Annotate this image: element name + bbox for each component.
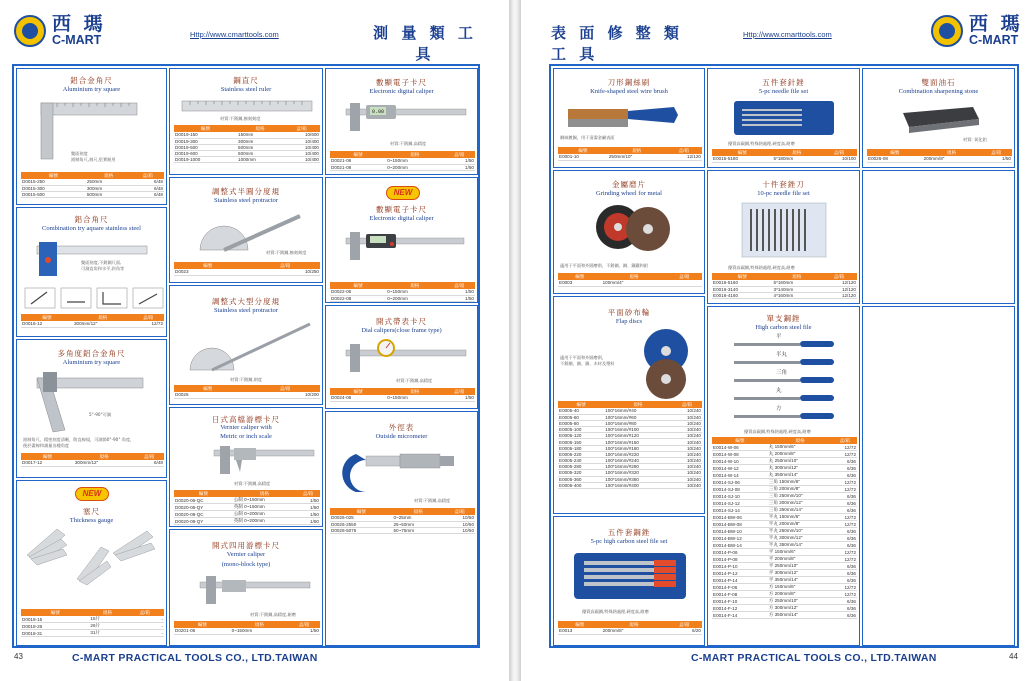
product-card-wire-brush bbox=[553, 68, 705, 168]
product-name-zh: 日式高檔游標卡尺 bbox=[212, 415, 280, 424]
product-name-zh: 鋁合角尺 bbox=[74, 215, 109, 224]
product-name-en: 5-pc needle file set bbox=[758, 88, 809, 95]
grinding-wheel-illustration bbox=[554, 201, 705, 257]
product-name-en: Stainless steel protractor bbox=[214, 307, 278, 314]
product-name-en-line2: (mono-block type) bbox=[221, 561, 271, 568]
table-row: E0014-W-06 丸 150mm/6" 12/72 bbox=[713, 444, 856, 450]
table-row: E0014-BW-12 半丸 300mm/12" 6/36 bbox=[713, 535, 856, 541]
table-row: E0005-80 100*16mm/#80 10/240 bbox=[559, 420, 701, 426]
product-card-10pc-needle-file bbox=[707, 170, 860, 304]
ruler-illustration bbox=[170, 99, 323, 113]
file-shape-label: 半丸 bbox=[776, 352, 788, 358]
table-row: D0026-5075 50~75mm 10/50 bbox=[331, 527, 474, 533]
product-name-zh: 刀形鋼絲刷 bbox=[607, 78, 651, 87]
digital-caliper-illustration bbox=[326, 101, 478, 135]
file-illustration bbox=[734, 379, 800, 382]
product-card-grinding-wheel bbox=[553, 170, 705, 294]
table-row: E0005-150 100*16mm/#150 10/240 bbox=[559, 439, 701, 445]
spec-table: 編號 規格 盒/箱 E0015-5180 5*180mm 10/100 bbox=[713, 149, 856, 162]
spec-table: 編號 規格 盒/箱 D0201-06 0~150mm 1/50 bbox=[175, 621, 319, 634]
spec-table: 編號 規格 盒/箱 E0016-5160 5*160mm 12/120 E0016-3140 3*140mm 12/120 E0016-4160 4*160mm 12/120 bbox=[713, 273, 856, 298]
table-row: E0014-F-14 方 350mm/14" 6/36 bbox=[713, 612, 856, 618]
table-row: E0005-40 100*16mm/#40 10/240 bbox=[559, 408, 701, 414]
caliper-display-reading: 0.00 bbox=[372, 109, 385, 115]
product-note: 雙面刻度,不銹鋼尺面, 可測直角和水平,斜角等 bbox=[81, 260, 125, 271]
table-row: E0014-P-12 平 300mm/12" 6/36 bbox=[713, 570, 856, 576]
product-name-zh: 金屬磨片 bbox=[612, 180, 646, 189]
table-row: D0023 10/250 bbox=[175, 269, 319, 275]
file-shape-list bbox=[708, 335, 860, 425]
angle-range-label: 5°-90°可調 bbox=[89, 412, 112, 417]
product-card-outside-micrometer bbox=[325, 411, 478, 646]
table-row: E0014-SJ-12 三角 300mm/12" 6/36 bbox=[713, 500, 856, 506]
brand-name-en: C-MART bbox=[969, 33, 1019, 47]
product-name-zh: 平面砂布輪 bbox=[607, 308, 651, 317]
product-card-flap-discs bbox=[553, 296, 705, 514]
file-handle-icon bbox=[800, 413, 834, 419]
table-row: E0014-BW-06 半丸 150mm/6" 12/72 bbox=[713, 514, 856, 520]
table-row: D0018-26 26片 - bbox=[22, 623, 163, 629]
product-card-digital-caliper bbox=[325, 68, 478, 175]
brand-logo bbox=[14, 14, 106, 47]
website-link[interactable]: Http://www.cmarttools.com bbox=[190, 30, 279, 39]
file-set-pouch-illustration bbox=[554, 549, 705, 601]
product-name-zh: 多角度鋁合金角尺 bbox=[57, 349, 126, 358]
product-note: 材質:不銹鋼,蝕刻刻度 bbox=[266, 250, 307, 255]
table-row: D0015-500 500mm 6/48 bbox=[22, 191, 163, 197]
table-row: D0201-06 0~150mm 1/50 bbox=[175, 628, 319, 634]
spec-table: 編號 規格 盒/箱 D0024-06 0~150mm 1/50 bbox=[331, 388, 474, 401]
spec-table: 編號 規格 盒/箱 E0026-08 200mm/8" 1/50 bbox=[868, 149, 1011, 162]
product-note: 材質:不銹鋼,高精度 bbox=[234, 481, 271, 486]
product-name-zh: 外徑表 bbox=[388, 423, 415, 432]
table-row: E0014-F-08 方 200mm/8" 12/72 bbox=[713, 591, 856, 597]
spec-table: 編號 規格 盒/箱 D0026-025 0~25mm 10/50 D0026-2550 25~50mm 10/50 D0026-5075 50~75mm 10/50 bbox=[331, 508, 474, 533]
page-gutter bbox=[509, 0, 521, 681]
product-card-new-digital-caliper bbox=[325, 177, 478, 303]
file-illustration bbox=[734, 361, 800, 364]
product-grid bbox=[549, 64, 1019, 648]
product-name-zh: 開式四用游標卡尺 bbox=[212, 541, 280, 550]
new-digital-caliper-illustration bbox=[326, 230, 478, 264]
product-note: 鋁制角尺，精密刻度清晰，附直線規，可調節0°-90° 角度， 便於畫線和測量各種角度 bbox=[23, 437, 135, 448]
table-row: E0016-3140 3*140mm 12/120 bbox=[713, 286, 856, 292]
file-handle-icon bbox=[800, 359, 834, 365]
page-title: 測 量 類 工 具 bbox=[373, 24, 477, 63]
product-card-aluminium-try-square bbox=[16, 68, 167, 205]
file-illustration bbox=[734, 397, 800, 400]
product-name-en: Electronic digital caliper bbox=[369, 215, 434, 222]
feeler-gauge-illustration bbox=[17, 525, 167, 605]
left-page bbox=[0, 0, 509, 681]
product-name-zh: 調整式大型分度規 bbox=[212, 297, 280, 306]
logo-emblem-icon bbox=[931, 15, 963, 47]
table-row: E0013 200mm/8" 6/20 bbox=[559, 628, 701, 634]
new-badge: NEW bbox=[386, 186, 420, 200]
table-row: D0020-08-QC 公制 0~200mm 1/50 bbox=[175, 511, 319, 517]
table-row: E0014-W-12 丸 300mm/12" 6/36 bbox=[713, 465, 856, 471]
table-row: E0003 100mm/4" bbox=[558, 280, 702, 286]
spec-table: 編號 規格 盒/箱 D0019-150 150mm 10/600 D0019-300 300mm 10/400 D0019-500 500mm 10/400 D0019-600 600mm 10/400 D0019-1000 1000mm 10/400 bbox=[175, 125, 319, 163]
product-name-zh: 十件套銼刀 bbox=[762, 180, 805, 189]
product-grid bbox=[12, 64, 480, 648]
product-note: 材質:不銹鋼,蝕刻刻度 bbox=[220, 116, 261, 121]
product-note: 優質高碳鋼,特殊熱處理,硬度高,耐磨 bbox=[744, 429, 811, 434]
product-name-en: 10-pc needle file set bbox=[757, 190, 810, 197]
table-row: D0021-06 0~150mm 1/50 bbox=[331, 158, 474, 164]
product-name-en: Flap discs bbox=[615, 318, 643, 325]
angle-square-illustration bbox=[17, 370, 167, 436]
table-row: E0014-SJ-10 三角 250mm/10" 6/36 bbox=[713, 493, 856, 499]
file-shape-label: 三角 bbox=[776, 370, 788, 376]
large-protractor-illustration bbox=[170, 316, 323, 378]
table-row: D0019-1000 1000mm 10/400 bbox=[175, 157, 319, 163]
brand-name-zh: 西 瑪 bbox=[969, 13, 1023, 35]
product-name-zh: 單支鋼銼 bbox=[766, 314, 801, 323]
spec-table: 編號 規格 盒/箱 E0003 100mm/4" bbox=[558, 273, 702, 287]
table-row: E0016-5160 5*160mm 12/120 bbox=[713, 280, 856, 286]
spec-table: 編號 盒/箱 D0023 10/250 bbox=[175, 262, 319, 275]
mono-caliper-illustration bbox=[170, 574, 323, 608]
table-row: E0005-60 100*16mm/#60 10/240 bbox=[559, 414, 701, 420]
product-card-large-protractor bbox=[169, 285, 323, 405]
empty-cell bbox=[862, 306, 1015, 646]
table-row: E0014-F-06 方 150mm/6" 12/72 bbox=[713, 584, 856, 590]
table-row: D0020-06-QC 公制 0~150mm 1/50 bbox=[175, 497, 319, 503]
micrometer-illustration bbox=[326, 446, 478, 496]
product-name-en: Thickness gauge bbox=[69, 517, 114, 524]
table-row: D0018-31 31片 - bbox=[22, 630, 163, 636]
page-title: 表 面 修 整 類 工 具 bbox=[551, 24, 683, 63]
table-row: D0017-12 300mm/12" 6/48 bbox=[22, 460, 163, 466]
file-shape-label: 丸 bbox=[776, 388, 782, 394]
sharpening-stone-illustration bbox=[863, 103, 1015, 137]
product-name-zh: 開式帶表卡尺 bbox=[376, 317, 427, 326]
spec-table: 編號 規格 盒/箱 E0005-40 100*16mm/#40 10/240 E0005-60 100*16mm/#60 10/240 E0005-80 100*16mm/#80 10/240 E0005-100 100*16mm/#100 10/240 E0005-120 100*16mm/#120 10/240 E0005-150 100*16mm/#150 10/240 E0005-180 100*16mm/#180 10/240 E0005-220 100*16mm/#220 10/240 E0005-240 100*16mm/#240 10/240 E0005-280 100*16mm/#280 10/240 E0005-320 100*16mm/#320 10/240 E0005-360 100*16mm/#360 10/240 E0005-400 100*16mm/#400 10/240 bbox=[559, 401, 701, 488]
product-name-en: 5-pc high carbon steel file set bbox=[590, 538, 668, 545]
table-row: E0014-P-06 平 150mm/6" 12/72 bbox=[713, 549, 856, 555]
product-card-multi-angle-square bbox=[16, 339, 167, 478]
product-note: 適用于平面和外圓磨削，不銹鋼、鋼、鑄鐵和鋁 bbox=[560, 263, 648, 268]
table-row: D0019-300 300mm 10/400 bbox=[175, 138, 319, 144]
product-name-en: Vernier caliper bbox=[226, 551, 266, 558]
product-note: 雙面刻度 鋁制角尺,刻尺,堅實耐用 bbox=[71, 151, 116, 162]
caliper-illustration bbox=[170, 444, 323, 478]
table-row: E0014-W-14 丸 350mm/14" 6/36 bbox=[713, 472, 856, 478]
table-row: E0014-BW-10 半丸 250mm/10" 6/36 bbox=[713, 528, 856, 534]
table-row: E0014-F-10 方 250mm/10" 6/36 bbox=[713, 598, 856, 604]
table-row: D0020-06-QY 英制 0~150mm 1/50 bbox=[175, 504, 319, 510]
table-row: E0005-120 100*16mm/#120 10/240 bbox=[559, 433, 701, 439]
table-row: E0014-P-14 平 350mm/14" 6/36 bbox=[713, 577, 856, 583]
table-row: E0005-280 100*16mm/#280 10/240 bbox=[559, 464, 701, 470]
file-illustration bbox=[734, 415, 800, 418]
table-row: E0014-P-08 平 200mm/8" 12/72 bbox=[713, 556, 856, 562]
table-row: E0001-10 250mm/10" 12/120 bbox=[559, 154, 701, 160]
table-row: D0022-08 0~200mm 1/50 bbox=[331, 295, 474, 301]
product-name-zh: 雙面油石 bbox=[921, 78, 956, 87]
product-name-en: Combination sharpening stone bbox=[898, 88, 979, 95]
product-name-en: Stainless steel ruler bbox=[220, 86, 272, 93]
table-row: E0014-SJ-08 三角 200mm/8" 12/72 bbox=[713, 486, 856, 492]
table-row: E0014-BW-08 半丸 200mm/8" 12/72 bbox=[713, 521, 856, 527]
product-note: 材質:不銹鋼,刻度 bbox=[230, 377, 263, 382]
table-row: D0019-500 500mm 10/400 bbox=[175, 144, 319, 150]
table-row: D0021-08 0~200mm 1/50 bbox=[331, 164, 474, 170]
product-name-zh: 數顯電子卡尺 bbox=[376, 205, 427, 214]
file-handle-icon bbox=[800, 341, 834, 347]
product-note: 材質:不銹鋼,高精度 bbox=[396, 378, 433, 383]
product-name-en: Outside micrometer bbox=[375, 433, 428, 440]
table-row: E0005-240 100*16mm/#240 10/240 bbox=[559, 458, 701, 464]
table-row: E0005-100 100*16mm/#100 10/240 bbox=[559, 427, 701, 433]
product-card-dial-caliper bbox=[325, 305, 478, 409]
table-row: E0005-360 100*16mm/#360 10/240 bbox=[559, 476, 701, 482]
product-name-zh: 鋁合金角尺 bbox=[70, 76, 113, 85]
table-row: E0026-08 200mm/8" 1/50 bbox=[868, 156, 1011, 162]
page-number: 44 bbox=[1009, 652, 1018, 661]
product-name-en: Knife-shaped steel wire brush bbox=[590, 88, 668, 95]
spec-table: 編號 規格 盒/箱 E0001-10 250mm/10" 12/120 bbox=[559, 147, 701, 160]
product-name-en: Aluminium try square bbox=[62, 86, 121, 93]
product-name-zh: 五件套鋼銼 bbox=[607, 528, 651, 537]
company-footer: C-MART PRACTICAL TOOLS CO., LTD.TAIWAN bbox=[691, 652, 937, 664]
product-card-semicircle-protractor bbox=[169, 177, 323, 283]
right-page bbox=[521, 0, 1030, 681]
table-row: E0014-F-12 方 300mm/12" 6/36 bbox=[713, 605, 856, 611]
file-shape-label: 方 bbox=[776, 406, 782, 412]
product-note: 材質:不銹鋼,高精度 bbox=[390, 141, 427, 146]
table-row: D0018-15 15片 - bbox=[22, 616, 163, 622]
table-row: D0019-150 150mm 10/600 bbox=[175, 132, 319, 138]
spec-table: 編號 規格 盒/箱 D0016-12 300mm/12" 12/72 bbox=[22, 314, 163, 327]
product-card-mono-block-caliper bbox=[169, 529, 323, 646]
table-row: D0026-025 0~25mm 10/50 bbox=[331, 515, 474, 521]
table-row: E0014-W-10 丸 250mm/10" 6/36 bbox=[713, 458, 856, 464]
product-note: 材質: 氧化鋁 bbox=[963, 137, 987, 142]
product-card-5pc-file-set bbox=[553, 516, 705, 646]
wire-brush-illustration bbox=[554, 101, 705, 133]
table-row: E0005-400 100*16mm/#400 10/240 bbox=[559, 482, 701, 488]
brand-logo bbox=[931, 14, 1023, 47]
file-illustration bbox=[734, 343, 800, 346]
product-card-thickness-gauge bbox=[16, 480, 167, 646]
table-row: D0020-08-QY 英制 0~200mm 1/50 bbox=[175, 518, 319, 524]
product-name-en: Stainless steel protractor bbox=[214, 197, 278, 204]
file-handle-icon bbox=[800, 395, 834, 401]
spec-table: 編號 規格 盒/箱 D0018-15 15片 - D0018-26 26片 - D0018-31 31片 - bbox=[22, 609, 163, 636]
product-note: 優質高碳鋼,特殊熱處理,硬度高,耐磨 bbox=[728, 141, 795, 146]
product-name-zh: 調整式半圓分度規 bbox=[212, 187, 280, 196]
needle-file-pouch-illustration bbox=[708, 99, 860, 137]
new-badge: NEW bbox=[75, 487, 109, 501]
table-row: E0014-W-08 丸 200mm/8" 12/72 bbox=[713, 451, 856, 457]
product-name-en: Dial calipers(close frame type) bbox=[361, 327, 442, 334]
table-row: E0014-SJ-14 三角 350mm/14" 6/36 bbox=[713, 507, 856, 513]
spec-table: 編號 規格 盒/箱 D0021-06 0~150mm 1/50 D0021-08 0~200mm 1/50 bbox=[331, 151, 474, 170]
product-name-en: High carbon steel file bbox=[755, 324, 812, 331]
10pc-file-illustration bbox=[708, 201, 860, 261]
product-note: 優質高碳鋼,特殊熱處理,硬度高,耐磨 bbox=[728, 265, 795, 270]
brand-name-zh: 西 瑪 bbox=[52, 13, 106, 35]
brand-name-en: C-MART bbox=[52, 33, 102, 47]
product-card-steel-ruler bbox=[169, 68, 323, 175]
product-note: 適用于平面和外圓磨削， 不銹鋼、鋼、鑄、木材及塑料 bbox=[560, 355, 615, 366]
product-name-zh: 數顯電子卡尺 bbox=[376, 78, 427, 87]
dial-caliper-illustration bbox=[326, 338, 478, 374]
spec-table: 編號 規格 盒/箱 D0022-06 0~150mm 1/50 D0022-08 0~200mm 1/50 bbox=[331, 282, 474, 301]
product-card-sharpening-stone bbox=[862, 68, 1015, 168]
empty-cell bbox=[862, 170, 1015, 304]
table-row: D0015-250 250mm 6/48 bbox=[22, 179, 163, 185]
product-name-zh: 鋼直尺 bbox=[233, 76, 259, 85]
product-note: 材質:不銹鋼,高精度 bbox=[414, 498, 451, 503]
table-row: E0014-P-10 平 250mm/10" 6/36 bbox=[713, 563, 856, 569]
product-name-zh: 五件套針銼 bbox=[762, 78, 805, 87]
spec-table: 編號 規格 盒/箱 D0015-250 250mm 6/48 D0015-300 300mm 6/48 D0015-500 500mm 6/48 bbox=[22, 172, 163, 197]
product-card-vernier-caliper bbox=[169, 407, 323, 527]
product-name-zh: 塞尺 bbox=[83, 507, 100, 516]
table-row: D0024-06 0~150mm 1/50 bbox=[331, 395, 474, 401]
product-name-en-line2: Metric or inch scale bbox=[220, 433, 272, 440]
product-card-combination-square bbox=[16, 207, 167, 337]
spec-table: 編號 規格 盒/箱 D0020-06-QC 公制 0~150mm 1/50 D0020-06-QY 英制 0~150mm 1/50 D0020-08-QC 公制 0~200mm 1/50 D0020-08-QY 英制 0~200mm 1/50 bbox=[175, 490, 319, 524]
product-card-5pc-needle-file bbox=[707, 68, 860, 168]
logo-emblem-icon bbox=[14, 15, 46, 47]
usage-diagrams bbox=[17, 286, 167, 310]
table-row: E0005-180 100*16mm/#180 10/240 bbox=[559, 445, 701, 451]
file-shape-label: 平 bbox=[776, 334, 782, 340]
product-note: 材質:不銹鋼,高精度,耐磨 bbox=[250, 612, 296, 617]
product-name-en: Vernier caliper with bbox=[220, 424, 272, 431]
table-row: D0015-300 300mm 6/48 bbox=[22, 185, 163, 191]
table-row: E0016-4160 4*160mm 12/120 bbox=[713, 292, 856, 298]
spec-table: 編號 規格 盒/箱 D0017-12 300mm/12" 6/48 bbox=[22, 453, 163, 466]
table-row: D0025 10/200 bbox=[175, 392, 319, 398]
table-row: E0015-5180 5*180mm 10/100 bbox=[713, 156, 856, 162]
product-note: 優質高碳鋼,特殊熱處理,硬度高,耐磨 bbox=[582, 609, 649, 614]
spec-table: 編號 規格 盒/箱 E0013 200mm/8" 6/20 bbox=[559, 621, 701, 634]
table-row: E0005-320 100*16mm/#320 10/240 bbox=[559, 470, 701, 476]
website-link[interactable]: Http://www.cmarttools.com bbox=[743, 30, 832, 39]
product-name-en: Aluminium try square bbox=[62, 359, 121, 366]
company-footer: C-MART PRACTICAL TOOLS CO., LTD.TAIWAN bbox=[72, 652, 318, 664]
table-row: D0022-06 0~150mm 1/50 bbox=[331, 289, 474, 295]
spec-table: 編號 盒/箱 D0025 10/200 bbox=[175, 385, 319, 398]
table-row: E0014-BW-14 半丸 350mm/14" 6/36 bbox=[713, 542, 856, 548]
table-row: D0026-2550 25~50mm 10/50 bbox=[331, 521, 474, 527]
product-note: 鋼絲鍍銅，用于清潔金屬表面 bbox=[560, 135, 615, 140]
file-handle-icon bbox=[800, 377, 834, 383]
spec-table: 編號 規格 盒/箱 E0014-W-06 丸 150mm/6" 12/72 E0014-W-08 丸 200mm/8" 12/72 E0014-W-10 丸 250mm/10" 6/36 E0014-W-12 丸 300mm/12" 6/36 E0014-W-14 丸 350mm/14" 6/36 E0014-SJ-06 三角 150mm/6" 12/72 E0014-SJ-08 三角 200mm/8" 12/72 E0014-SJ-10 三角 250mm/10" 6/36 E0014-SJ-12 三角 300mm/12" 6/36 E0014-SJ-14 三角 350mm/14" 6/36 E0014-BW-06 半丸 150mm/6" 12/72 E0014-BW-08 半丸 200mm/8" 12/72 E0014-BW-10 半丸 250mm/10" 6/36 E0014-BW-12 半丸 300mm/12" 6/36 E0014-BW-14 半丸 350mm/14" 6/36 E0014-P-06 平 150mm/6" 12/72 E0014-P-08 平 200mm/8" 12/72 E0014-P-10 平 250mm/10" 6/36 E0014-P-12 平 300mm/12" 6/36 E0014-P-14 平 350mm/14" 6/36 E0014-F-06 方 150mm/6" 12/72 E0014-F-08 方 200mm/8" 12/72 E0014-F-10 方 250mm/10" 6/36 E0014-F-12 方 300mm/12" 6/36 E0014-F-14 方 350mm/14" 6/36 bbox=[713, 437, 856, 618]
product-name-en: Combination try aquare stainless steel bbox=[42, 225, 141, 232]
table-row: D0019-600 600mm 10/400 bbox=[175, 151, 319, 157]
product-card-high-carbon-file bbox=[707, 306, 860, 646]
product-name-en: Electronic digital caliper bbox=[369, 88, 434, 95]
page-number: 43 bbox=[14, 652, 23, 661]
table-row: E0014-SJ-06 三角 150mm/6" 12/72 bbox=[713, 479, 856, 485]
table-row: D0016-12 300mm/12" 12/72 bbox=[22, 321, 163, 327]
product-name-en: Grinding wheel for metal bbox=[596, 190, 662, 197]
table-row: E0005-220 100*16mm/#220 10/240 bbox=[559, 451, 701, 457]
